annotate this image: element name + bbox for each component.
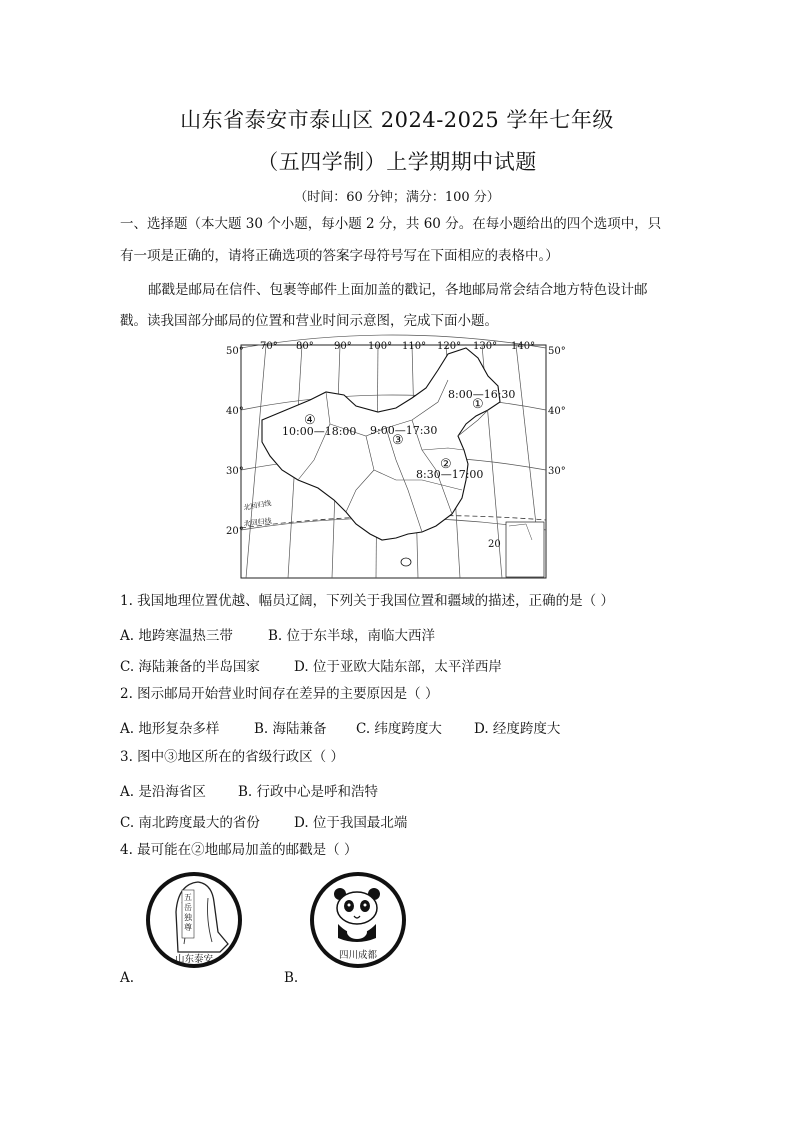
office-3-hours: 9:00—17:30 bbox=[370, 424, 438, 437]
question-4-stem: 4. 最可能在②地邮局加盖的邮戳是（ ） bbox=[120, 842, 358, 858]
q3-option-c: C. 南北跨度最大的省份 bbox=[120, 815, 260, 831]
lat-label-left-50: 50° bbox=[226, 346, 244, 357]
stamp-b-chengdu bbox=[302, 872, 412, 972]
svg-text:独: 独 bbox=[184, 913, 192, 922]
lat-label-right-30: 30° bbox=[548, 466, 566, 477]
lon-label-130: 130° bbox=[473, 341, 498, 352]
section-heading-line1: 一、选择题（本大题 30 个小题，每小题 2 分，共 60 分。在每小题给出的四个选项中，只 bbox=[120, 216, 662, 232]
intro-line2: 戳。读我国部分邮局的位置和营业时间示意图，完成下面小题。 bbox=[120, 313, 498, 329]
svg-text:五: 五 bbox=[184, 893, 192, 902]
q3-option-b: B. 行政中心是呼和浩特 bbox=[238, 784, 379, 800]
exam-info: （时间：60 分钟；满分：100 分） bbox=[294, 190, 500, 205]
paper-title-line2: （五四学制）上学期期中试题 bbox=[257, 150, 537, 174]
office-1-hours: 8:00—16:30 bbox=[448, 388, 516, 401]
intro-line1: 邮戳是邮局在信件、包裹等邮件上面加盖的戳记，各地邮局常会结合地方特色设计邮 bbox=[148, 282, 648, 298]
lat-label-right-20: 20 bbox=[488, 539, 501, 550]
svg-text:尊: 尊 bbox=[184, 923, 192, 932]
lon-label-100: 100° bbox=[368, 341, 393, 352]
lat-label-right-50: 50° bbox=[548, 346, 566, 357]
q2-option-c: C. 纬度跨度大 bbox=[356, 721, 442, 737]
lon-label-90: 90° bbox=[334, 341, 352, 352]
lon-label-80: 80° bbox=[296, 341, 314, 352]
stamp-b-caption: 四川成都 bbox=[338, 950, 378, 961]
office-3-mark: ③ bbox=[392, 433, 404, 448]
paper-title-line1: 山东省泰安市泰山区 2024-2025 学年七年级 bbox=[180, 108, 614, 132]
q2-option-a: A. 地形复杂多样 bbox=[120, 721, 220, 737]
lat-label-left-30: 30° bbox=[226, 466, 244, 477]
q1-option-b: B. 位于东半球，南临大西洋 bbox=[268, 628, 436, 644]
question-2-stem: 2. 图示邮局开始营业时间存在差异的主要原因是（ ） bbox=[120, 686, 439, 702]
q3-option-a: A. 是沿海省区 bbox=[120, 784, 206, 800]
office-4-hours: 10:00—18:00 bbox=[282, 425, 357, 438]
question-1-stem: 1. 我国地理位置优越、幅员辽阔，下列关于我国位置和疆域的描述，正确的是（ ） bbox=[120, 593, 614, 609]
q4-option-a: A. bbox=[120, 970, 135, 986]
tropic-label-upper: 北回归线 bbox=[242, 499, 272, 512]
china-post-office-map bbox=[226, 340, 566, 582]
question-3-stem: 3. 图中③地区所在的省级行政区（ ） bbox=[120, 749, 344, 765]
stamp-a-caption: 山东泰安 bbox=[174, 954, 214, 965]
stamp-a-taishan bbox=[142, 872, 252, 972]
panda-icon bbox=[334, 888, 380, 942]
hainan-island bbox=[401, 558, 411, 566]
office-2-mark: ② bbox=[440, 457, 452, 472]
q2-option-d: D. 经度跨度大 bbox=[474, 721, 561, 737]
lat-label-left-40: 40° bbox=[226, 406, 244, 417]
south-china-sea-inset bbox=[506, 522, 544, 577]
q2-option-b: B. 海陆兼备 bbox=[254, 721, 327, 737]
q1-option-d: D. 位于亚欧大陆东部，太平洋西岸 bbox=[294, 659, 502, 675]
lon-label-140: 140° bbox=[511, 341, 536, 352]
section-heading-line2: 有一项是正确的，请将正确选项的答案字母符号写在下面相应的表格中。） bbox=[120, 248, 559, 264]
q1-option-a: A. 地跨寒温热三带 bbox=[120, 628, 233, 644]
svg-text:岳: 岳 bbox=[184, 903, 192, 912]
q1-option-c: C. 海陆兼备的半岛国家 bbox=[120, 659, 260, 675]
lon-label-110: 110° bbox=[402, 341, 427, 352]
tropic-label-lower: 北回归线 bbox=[243, 517, 273, 528]
office-4-mark: ④ bbox=[304, 413, 316, 428]
q4-option-b: B. bbox=[284, 970, 299, 986]
lat-label-left-20: 20° bbox=[226, 526, 244, 537]
office-1-mark: ① bbox=[472, 397, 484, 412]
office-2-hours: 8:30—17:00 bbox=[416, 468, 484, 481]
lon-label-70: 70° bbox=[260, 341, 278, 352]
q3-option-d: D. 位于我国最北端 bbox=[294, 815, 408, 831]
lon-label-120: 120° bbox=[437, 341, 462, 352]
lat-label-right-40: 40° bbox=[548, 406, 566, 417]
